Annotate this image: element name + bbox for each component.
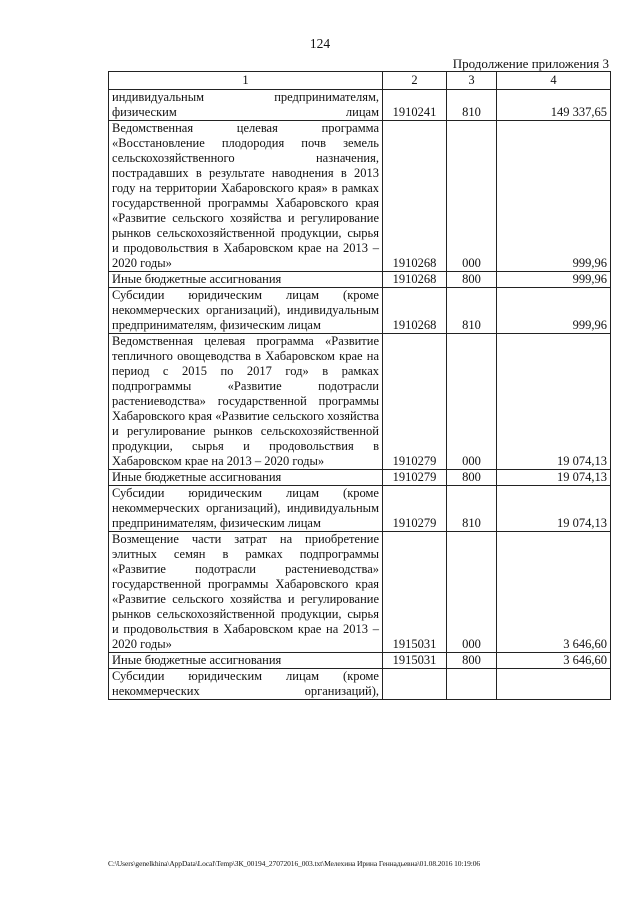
row-code-cell: 1910268 <box>383 288 447 334</box>
row-sum-cell: 999,96 <box>497 272 611 288</box>
row-sum-cell: 149 337,65 <box>497 90 611 121</box>
continuation-label: Продолжение приложения 3 <box>452 56 609 71</box>
row-type-cell: 000 <box>447 532 497 653</box>
budget-table <box>108 71 611 700</box>
table-row <box>109 288 611 334</box>
row-sum-cell <box>497 669 611 700</box>
row-type-cell: 000 <box>447 121 497 272</box>
row-code-cell: 1915031 <box>383 532 447 653</box>
table-row <box>109 90 611 121</box>
row-name-cell: Субсидии юридическим лицам (кроме некоммерческих организаций), <box>109 669 383 700</box>
row-name-cell: Иные бюджетные ассигнования <box>109 272 383 288</box>
header-cell-sum: 4 <box>497 72 611 90</box>
row-type-cell: 810 <box>447 90 497 121</box>
page-number: 124 <box>309 36 331 51</box>
row-name-cell: Возмещение части затрат на приобретение элитных семян в рамках подпрограммы «Развитие подотрасли растениеводства» государственной программы Хабаровского края «Развитие сельского хозяйства и регулирование рынков сельскохозяйственной продукции, сырья и продовольствия в Хабаровском крае на 2013 – 2020 годы» <box>109 532 383 653</box>
row-sum-cell: 19 074,13 <box>497 470 611 486</box>
row-name-cell: Субсидии юридическим лицам (кроме некоммерческих организаций), индивидуальным предпринимателям, физическим лицам <box>109 288 383 334</box>
row-type-cell: 810 <box>447 288 497 334</box>
row-sum-cell: 19 074,13 <box>497 334 611 470</box>
header-cell-name: 1 <box>109 72 383 90</box>
row-code-cell: 1910268 <box>383 272 447 288</box>
row-type-cell: 810 <box>447 486 497 532</box>
row-sum-cell: 3 646,60 <box>497 532 611 653</box>
row-code-cell: 1915031 <box>383 653 447 669</box>
table-row <box>109 272 611 288</box>
table-row <box>109 486 611 532</box>
table-row <box>109 334 611 470</box>
row-sum-cell: 999,96 <box>497 121 611 272</box>
table-header-row <box>109 72 611 90</box>
row-code-cell: 1910279 <box>383 334 447 470</box>
header-cell-type: 3 <box>447 72 497 90</box>
table-row <box>109 121 611 272</box>
row-type-cell: 000 <box>447 334 497 470</box>
table-row <box>109 532 611 653</box>
row-name-cell: Иные бюджетные ассигнования <box>109 470 383 486</box>
row-name-cell: Ведомственная целевая программа «Развитие тепличного овощеводства в Хабаровском крае на период с 2015 по 2017 год» в рамках подпрограммы «Развитие подотрасли растениеводства» государственной программы Хабаровского края «Развитие сельского хозяйства и регулирование рынков сельскохозяйственной продукции, сырья и продовольствия в Хабаровском крае на 2013 – 2020 годы» <box>109 334 383 470</box>
row-code-cell: 1910279 <box>383 470 447 486</box>
row-sum-cell: 999,96 <box>497 288 611 334</box>
row-name-cell: Ведомственная целевая программа «Восстановление плодородия почв земель сельскохозяйственного назначения, пострадавших в результате наводнения в 2013 году на территории Хабаровского края» в рамках государственной программы Хабаровского края «Развитие сельского хозяйства и регулирование рынков сельскохозяйственной продукции, сырья и продовольствия в Хабаровском крае на 2013 – 2020 годы» <box>109 121 383 272</box>
row-sum-cell: 3 646,60 <box>497 653 611 669</box>
row-sum-cell: 19 074,13 <box>497 486 611 532</box>
row-code-cell: 1910268 <box>383 121 447 272</box>
row-type-cell <box>447 669 497 700</box>
row-name-cell: Субсидии юридическим лицам (кроме некоммерческих организаций), индивидуальным предпринимателям, физическим лицам <box>109 486 383 532</box>
row-code-cell <box>383 669 447 700</box>
table-row <box>109 470 611 486</box>
row-name-cell: Иные бюджетные ассигнования <box>109 653 383 669</box>
table-row <box>109 653 611 669</box>
row-type-cell: 800 <box>447 470 497 486</box>
row-type-cell: 800 <box>447 272 497 288</box>
row-code-cell: 1910241 <box>383 90 447 121</box>
header-cell-code: 2 <box>383 72 447 90</box>
footer-file-path: C:\Users\genelkhina\AppData\Local\Temp\ЗК_00194_27072016_003.txt\Мелехина Ирина Геннадьевна\01.08.2016 10:19:06 <box>108 859 481 868</box>
row-type-cell: 800 <box>447 653 497 669</box>
row-code-cell: 1910279 <box>383 486 447 532</box>
table-row <box>109 669 611 700</box>
row-name-cell: индивидуальным предпринимателям, физическим лицам <box>109 90 383 121</box>
